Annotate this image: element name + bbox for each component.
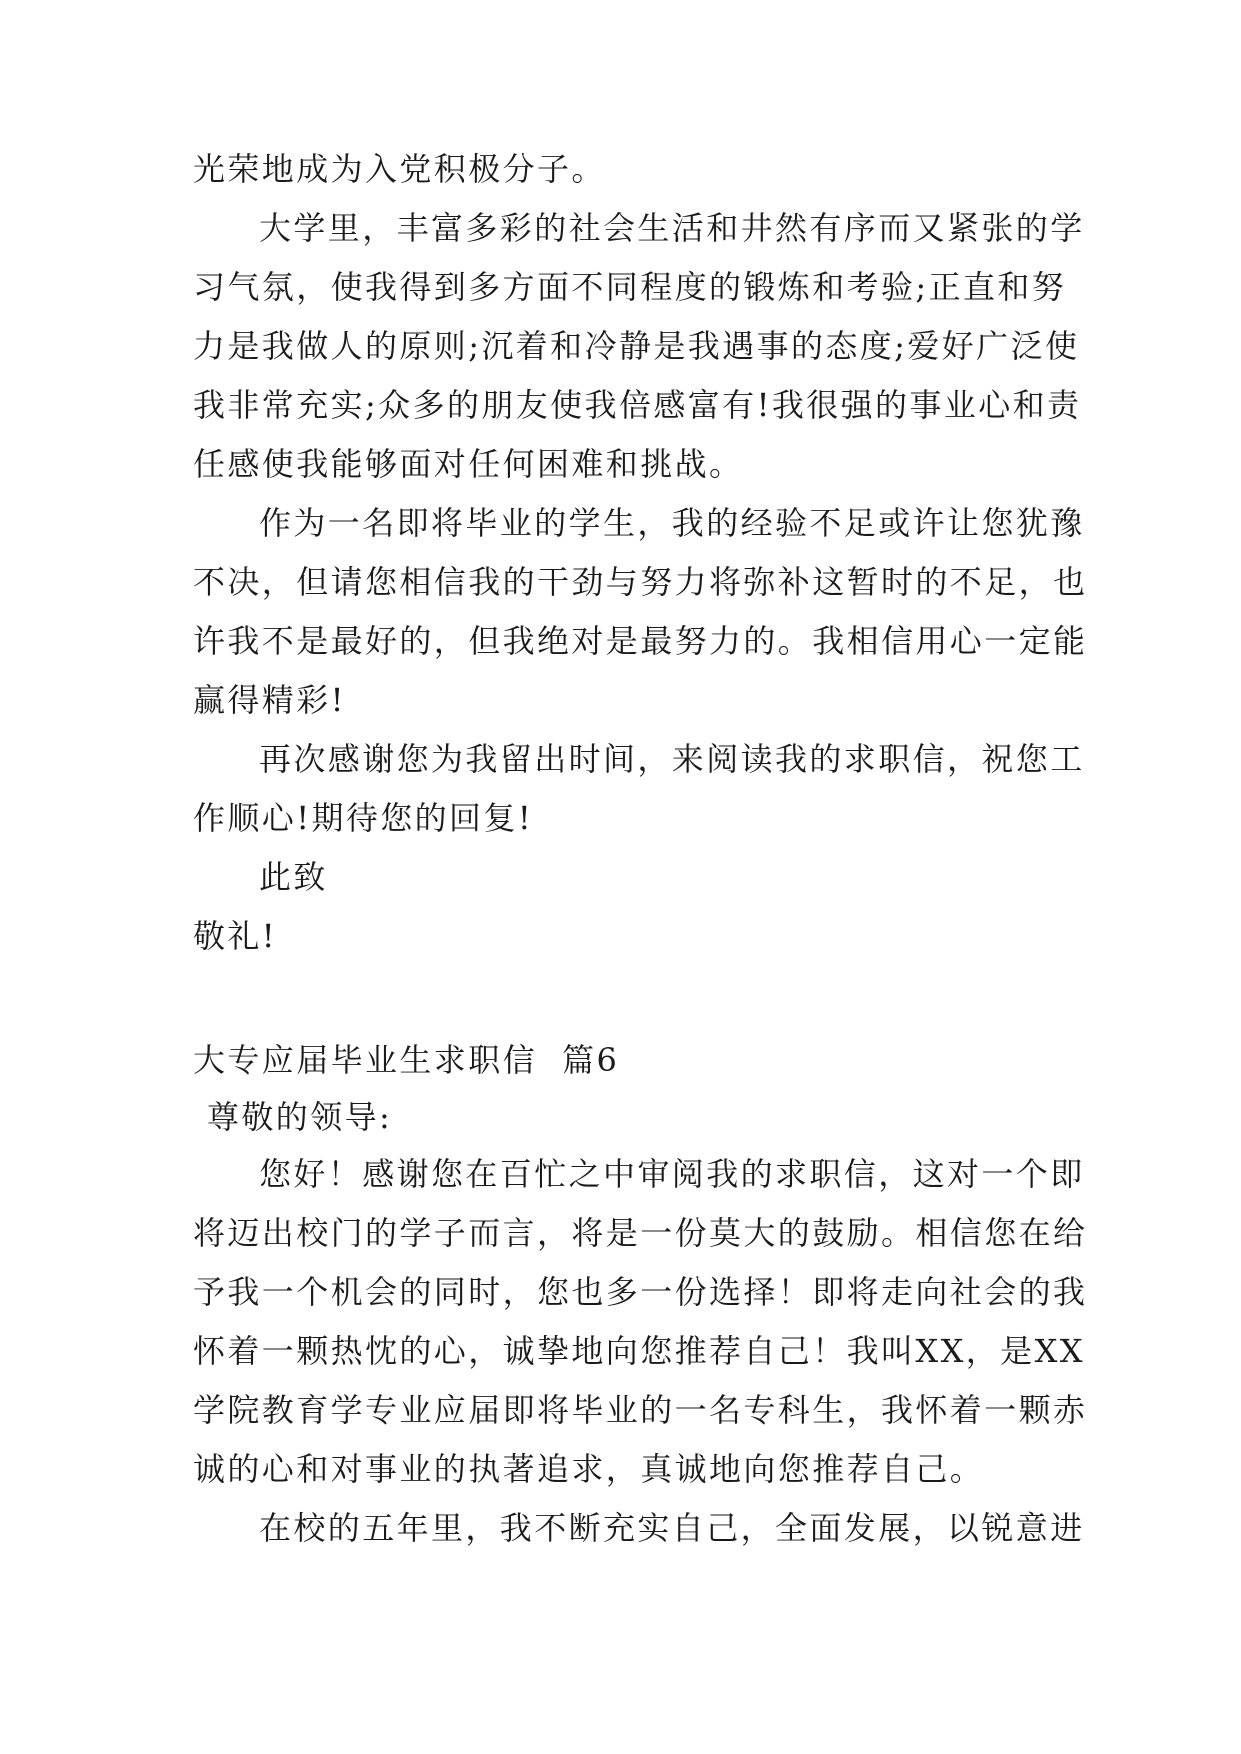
salutation: 尊敬的领导: bbox=[207, 1098, 393, 1136]
body-line: 赢得精彩! bbox=[193, 681, 346, 719]
body-line: 再次感谢您为我留出时间，来阅读我的求职信，祝您工 bbox=[259, 740, 1085, 778]
body-line: 习气氛，使我得到多方面不同程度的锻炼和考验;正直和努 bbox=[193, 268, 1067, 306]
body-line: 您好！感谢您在百忙之中审阅我的求职信，这对一个即 bbox=[259, 1155, 1085, 1193]
body-line: 将迈出校门的学子而言，将是一份莫大的鼓励。相信您在给 bbox=[193, 1214, 1088, 1252]
letter-body-section-1 bbox=[193, 140, 1088, 966]
body-line: 光荣地成为入党积极分子。 bbox=[193, 150, 606, 188]
body-line: 诚的心和对事业的执著追求，真诚地向您推荐自己。 bbox=[193, 1450, 985, 1488]
body-line: 任感使我能够面对任何困难和挑战。 bbox=[193, 445, 744, 483]
body-line: 予我一个机会的同时，您也多一份选择！即将走向社会的我 bbox=[193, 1273, 1088, 1311]
body-line: 怀着一颗热忱的心，诚挚地向您推荐自己！我叫XX，是XX bbox=[193, 1332, 1085, 1370]
body-line: 大学里，丰富多彩的社会生活和井然有序而又紧张的学 bbox=[259, 209, 1085, 247]
body-line: 不决，但请您相信我的干劲与努力将弥补这暂时的不足，也 bbox=[193, 563, 1088, 601]
body-line: 在校的五年里，我不断充实自己，全面发展，以锐意进 bbox=[259, 1509, 1085, 1547]
closing-line: 此致 bbox=[259, 858, 328, 896]
body-line: 我非常充实;众多的朋友使我倍感富有!我很强的事业心和责 bbox=[193, 386, 1082, 424]
letter-body-section-2 bbox=[193, 1031, 1088, 1558]
section-heading: 大专应届毕业生求职信 篇6 bbox=[193, 1041, 620, 1079]
closing-regards: 敬礼! bbox=[193, 917, 278, 955]
body-line: 力是我做人的原则;沉着和冷静是我遇事的态度;爱好广泛使 bbox=[193, 327, 1080, 365]
body-line: 作顺心!期待您的回复! bbox=[193, 799, 534, 837]
body-line: 学院教育学专业应届即将毕业的一名专科生，我怀着一颗赤 bbox=[193, 1391, 1088, 1429]
body-line: 作为一名即将毕业的学生，我的经验不足或许让您犹豫 bbox=[259, 504, 1085, 542]
body-line: 许我不是最好的，但我绝对是最努力的。我相信用心一定能 bbox=[193, 622, 1088, 660]
